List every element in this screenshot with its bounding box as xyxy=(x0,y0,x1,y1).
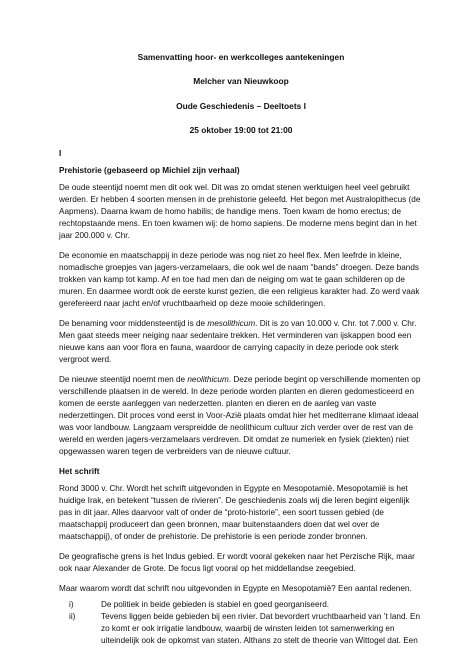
exam-date: 25 oktober 19:00 tot 21:00 xyxy=(189,125,293,136)
list-item xyxy=(59,599,423,611)
title-block xyxy=(59,52,423,137)
paragraph-reasons: Maar waarom wordt dat schrift nou uitgevonden in Egypte en Mesopotamië? Een aantal redenen. xyxy=(59,584,412,594)
neolithic-term: neolithicum xyxy=(187,375,229,385)
paragraph-writing: Rond 3000 v. Chr. Wordt het schrift uitgevonden in Egypte en Mesopotamië. Mesopotamië is het huidige Irak, en betekent “tussen de rivieren”. De geschiedenis zoals wij die leren begint eigenlijk pas in dit jaar. Alles daarvoor valt of onder de “proto-historie”, een soort tussen gebied (de maatschappij produceert dan geen bronnen, maar buitenstaanders doen dat wel over de maatschappij), of onder de prehistorie. De prehistorie is een periode zonder bronnen. xyxy=(59,483,410,541)
paragraph-economy: De economie en maatschappij in deze periode was nog niet zo heel flex. Men leefrde in kleine, nomadische groepjes van jagers-verzamelaars, die ook wel de naam “bands” droegen. Deze bands trokken van kamp tot kamp. Af en toe had men dan de neiging om wat te gaan schilderen op de muren. En daarmee wordt ook de eerste kunst gezien, die een religieus karakter had. Zo werd vaak gerefereerd naar jacht en/of vruchtbaarheid op deze mooie schilderingen. xyxy=(59,250,420,308)
list-item-text: De politiek in beide gebieden is stabiel en goed georganiseerd. xyxy=(101,600,330,610)
text-run: De benaming voor middensteentijd is de xyxy=(59,319,208,328)
text-run: De nieuwe steentijd noemt men de xyxy=(59,375,188,385)
list-item-text: Tevens liggen beide gebieden bij een rivier. Dat bevordert vruchtbaarheid van ’t land. En zo komt er ook irrigatie landbouw, waarbij de winsten leiden tot samenwerking en uiteindelijk ook de opkomst van staten. Althans zo stelt de theorie van Wittogel dat. Een xyxy=(101,612,421,645)
author-name: Melcher van Nieuwkoop xyxy=(193,76,289,87)
course-name: Oude Geschiedenis – Deeltoets I xyxy=(176,100,306,111)
mesolithic-term: mesolithicum xyxy=(207,319,256,328)
writing-heading: Het schrift xyxy=(59,466,100,476)
document-body xyxy=(59,52,423,647)
document-title: Samenvatting hoor- en werkcolleges aantekeningen xyxy=(137,52,345,62)
text-run: . Deze periode begint op verschillende momenten op verschillende plaatsen in de wereld. In deze periode worden planten en dieren gedomesticeerd en komen de eerste aanleggen van nederzetten. planten en dieren en de aanleg van vaste nederzettingen. Dit proces vond eerst in Voor-Azië plaats omdat hier het mediterrane klimaat ideaal was voor landbouw. Langzaam verspreidde de neolithicum cultuur zich verder over de rest van de wereld en werden jagers-verzamelaars verdreven. Dit omdat ze numeriek en fysiek (ziekten) niet opgewassen waren tegen de verbreiders van de nieuwe cultuur. xyxy=(59,375,421,456)
list-item-number: i) xyxy=(69,600,74,610)
text-run: . Dit is zo van 10.000 v. Chr. tot 7.000 v. Chr. Men gaat steeds meer neiging naar sedentaire trekken. Het verminderen van ijskappen bood een nieuwe kans aan voor flora en fauna, waardoor de carrying capacity in deze periode ook sterk vergroot werd. xyxy=(59,319,417,364)
list-item-number: ii) xyxy=(69,612,76,622)
paragraph-geography: De geografische grens is het Indus gebied. Er wordt vooral gekeken naar het Perzische Rijk, maar ook naar Alexander de Grote. De focus ligt vooral op het middellandse zeegebied. xyxy=(59,551,415,573)
list-item xyxy=(59,611,423,647)
reasons-list xyxy=(59,599,423,647)
section-number: I xyxy=(59,149,62,159)
paragraph-neolithic xyxy=(59,374,423,457)
paragraph-mesolithic xyxy=(59,318,423,366)
prehistory-heading: Prehistorie (gebaseerd op Michiel zijn verhaal) xyxy=(59,166,240,176)
paragraph-old-stone-age: De oude steentijd noemt men dit ook wel. Dit was zo omdat stenen werktuigen heel veel gebruikt werden. Er hebben 4 soorten mensen in de prehistorie geleefd. Het begon met Australopithecus (de Aapmens). Daarna kwam de homo habilis; de handige mens. Toen kwam de homo erectus; de rechtopstaande mens. En toen kwamen wij: de homo sapiens. De moderne mens begint dan in het jaar 200.000 v. Chr. xyxy=(59,182,421,240)
